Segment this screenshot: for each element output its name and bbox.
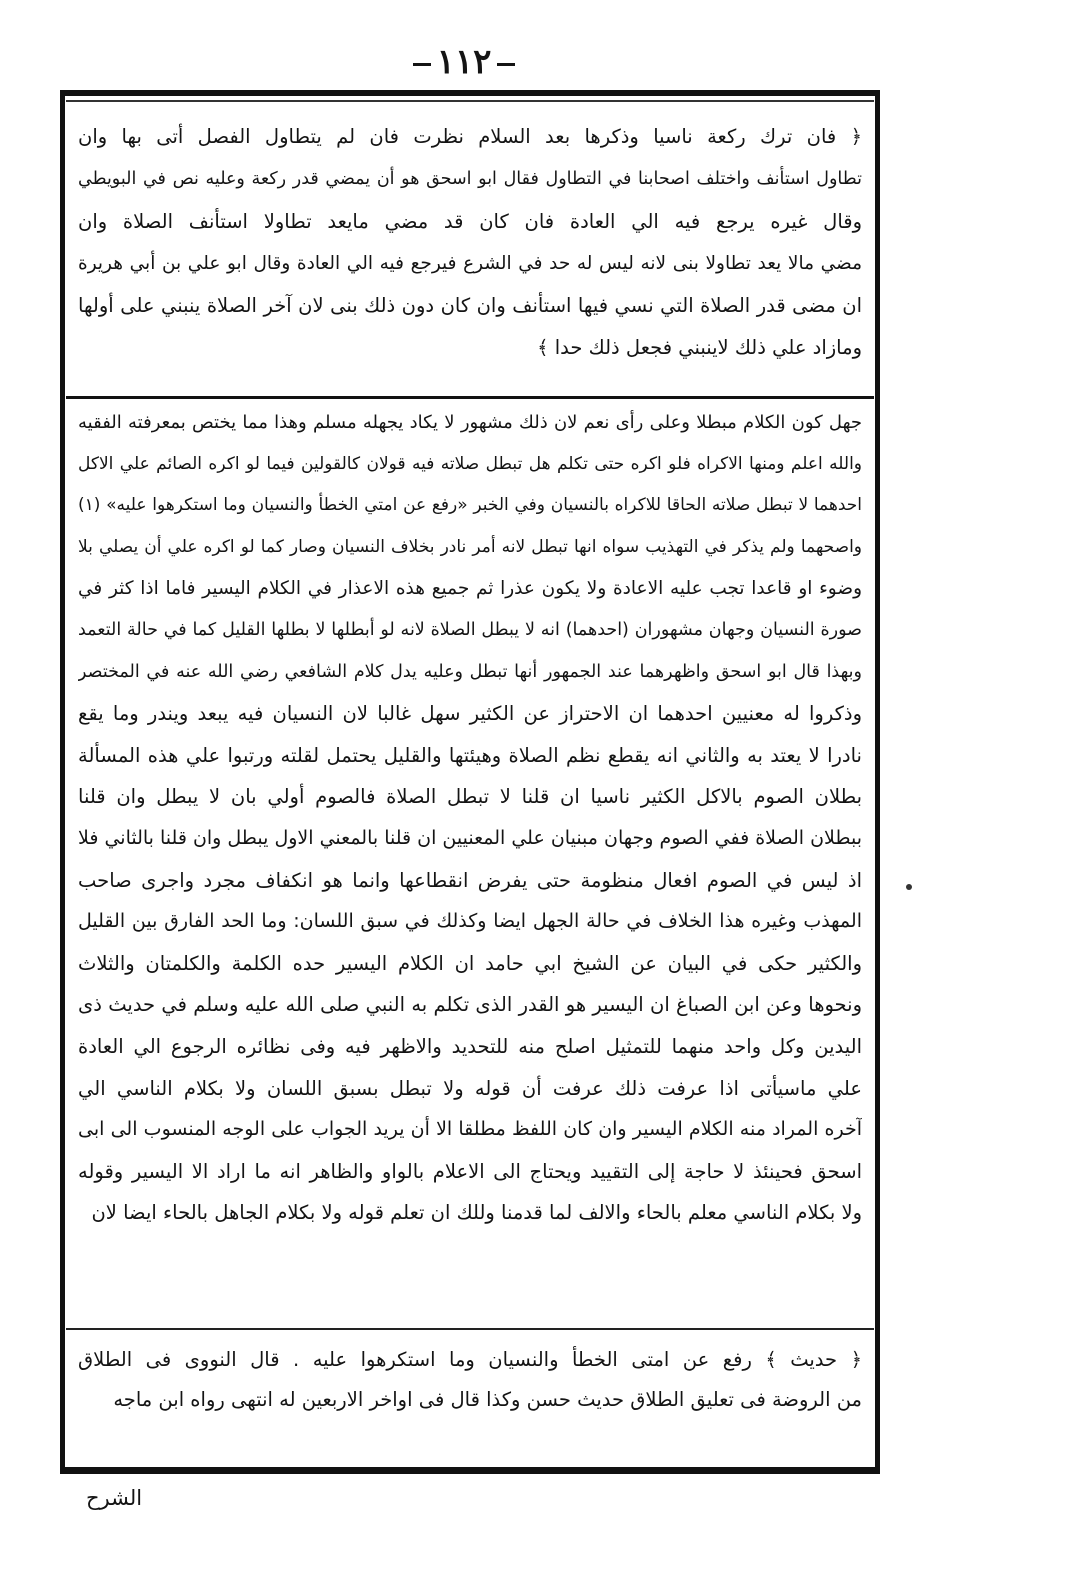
sharh-line: ببطلان الصلاة ففي الصوم وجهان مبنيان علي المعنيين ان قلنا بالمعني الاول يبطل وان قلنا بالثاني فلا	[78, 826, 862, 849]
page-number-dash-left	[413, 63, 431, 66]
sharh-line: جهل كون الكلام مبطلا وعلى رأى نعم لان ذلك مشهور لا يكاد يجهله مسلم وهذا مما يختص بمعرفته الفقيه	[78, 412, 862, 433]
sharh-line: واصحهما ولم يذكر في التهذيب سواه انها تبطل لانه أمر نادر بخلاف النسيان وصار كما لو اكره علي أن يصلي بلا	[78, 536, 862, 557]
sharh-footnote-divider	[66, 1328, 874, 1330]
sharh-line: والله اعلم ومنها الاكراه فلو اكره حتى تكلم هل تبطل صلاته فيه قولان كالقولين فيما لو اكره الصائم علي الاكل	[78, 453, 862, 474]
matn-line: وقال غيره يرجع فيه الي العادة فان كان قد مضي مايعد تطاولا استأنف الصلاة وان	[78, 209, 862, 233]
page-number-value: ١١٢	[436, 42, 492, 82]
matn-line: مضي مالا يعد تطاولا بنى لانه ليس له حد في الشرع فيرجع فيه الي العادة وقال ابو علي بن أبي هريرة	[78, 252, 862, 274]
sharh-line: اليدين وكل واحد منهما للتمثيل اصلح منه للتحديد والاظهر فيه وفى نظائره الرجوع الي العادة	[78, 1034, 862, 1058]
page-number-dash-right	[497, 63, 515, 66]
sharh-line: وضوء او قاعدا تجب عليه الاعادة ولا يكون عذرا ثم جميع هذه الاعذار في الكلام اليسير فاما اذا كثر في	[78, 578, 862, 600]
sharh-line: اسحق فحينئذ لا حاجة إلى التقييد ويحتاج الى الاعلام بالواو والظاهر انه ما اراد الا اليسير وقوله	[78, 1159, 862, 1183]
sharh-line: احدهما لا تبطل صلاته الحاقا للاكراه بالنسيان وفي الخبر «رفع عن امتي الخطأ والنسيان وما استكرهوا عليه» (١)	[78, 495, 862, 516]
sharh-line: اذ ليس في الصوم افعال منظومة حتى يفرض انقطاعها وانما هو انكفاف مجرد واجرى صاحب	[78, 868, 862, 892]
sharh-line: صورة النسيان وجهان مشهوران (احدهما) انه لا يبطل الصلاة لانه لو أبطلها لا بطلها القليل كما في حالة التعمد	[78, 619, 862, 640]
sharh-line: وبهذا قال ابو اسحق واظهرهما عند الجمهور أنها تبطل وعليه يدل كلام الشافعي رضي الله عنه في المختصر	[78, 661, 862, 682]
matn-line: ومازاد علي ذلك لاينبني فجعل ذلك حدا ﴾	[537, 336, 862, 360]
matn-line: ان مضى قدر الصلاة التي نسي فيها استأنف وان كان دون ذلك بنى لان آخر الصلاة ينبني على أولها	[78, 294, 862, 318]
sharh-line: وذكروا له معنيين احدهما ان الاحتراز عن الكثير سهل غالبا لان النسيان فيه يبعد ويندر وما يقع	[78, 702, 862, 726]
sharh-line: والكثير حكى في البيان عن الشيخ ابي حامد ان الكلام اليسير حده الكلمة والكلمتان والثلاث	[78, 951, 862, 975]
matn-sharh-divider	[66, 396, 874, 399]
sharh-line: علي ماسيأتى اذا عرفت ذلك عرفت أن قوله ولا تبطل بسبق اللسان ولا بكلام الناسي الي	[78, 1076, 862, 1100]
footnote-section	[72, 1340, 868, 1420]
footnote-line: من الروضة فى تعليق الطلاق حديث حسن وكذا قال فى اواخر الاربعين له انتهى رواه ابن ماجه	[113, 1388, 862, 1411]
sharh-line: ولا بكلام الناسي معلم بالحاء والالف لما قدمنا وللك ان تعلم قوله ولا بكلام الجاهل بالحاء ايضا لان	[91, 1201, 862, 1225]
inner-top-rule	[66, 100, 874, 102]
sharh-line: المهذب وغيره هذا الخلاف في حالة الجهل ايضا وكذلك في سبق اللسان: وما الحد الفارق بين القليل	[78, 910, 862, 933]
page-number	[394, 42, 534, 82]
sharh-section	[72, 402, 868, 1234]
sharh-line: آخره المراد منه الكلام اليسير وان كان اللفظ مطلقا الا أن يريد الجواب على الوجه المنسوب الى ابى	[78, 1118, 862, 1141]
sharh-line: بطلان الصوم بالاكل الكثير ناسيا ان قلنا لا تبطل الصلاة فالصوم أولي بان لا يبطل وان قلنا	[78, 785, 862, 809]
matn-line: تطاول استأنف واختلف اصحابنا في التطاول فقال ابو اسحق هو أن يمضي قدر ركعة وعليه نص في البويطي	[78, 169, 862, 190]
footnote-line: ﴿ حديث ﴾ رفع عن امتى الخطأ والنسيان وما استكرهوا عليه . قال النووى فى الطلاق	[78, 1348, 862, 1371]
catchword: الشرح	[86, 1486, 143, 1510]
margin-ink-mark	[906, 884, 912, 890]
matn-line: ﴿ فان ترك ركعة ناسيا وذكرها بعد السلام نظرت فان لم يتطاول الفصل أتى بها وان	[78, 125, 862, 148]
sharh-line: نادرا لا يعتد به والثاني انه يقطع نظم الصلاة وهيئتها والقليل يحتمل لقلته ورتبوا علي هذه المسألة	[78, 743, 862, 767]
matn-section	[72, 116, 868, 370]
sharh-line: ونحوها وعن ابن الصباغ ان اليسير هو القدر الذى تكلم به النبي صلى الله عليه وسلم في حديث ذى	[78, 993, 862, 1017]
